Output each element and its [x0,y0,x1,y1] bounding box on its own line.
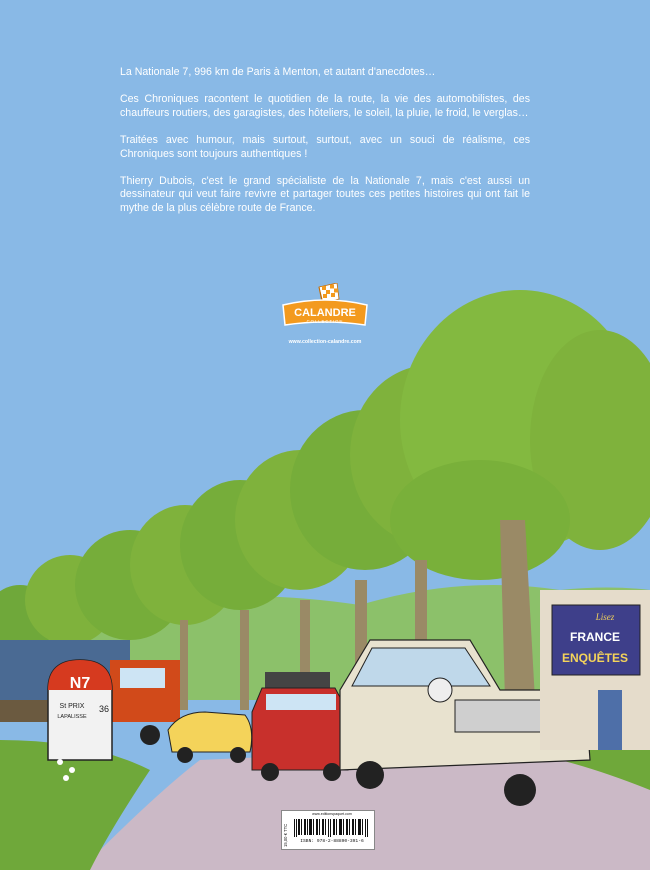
road-sign-distance: 36 [98,704,110,714]
blurb-paragraph-1: La Nationale 7, 996 km de Paris à Menton, et autant d'anecdotes… [120,66,436,78]
collection-url: www.collection-calandre.com [288,339,362,345]
poster-brand: Lisez [595,612,615,622]
blurb-paragraph-3: Traitées avec humour, mais surtout, surtout, avec un souci de réalisme, ces Chroniques sont toujours authentiques ! [120,133,530,160]
barcode-price: 15,00 € TTC [283,823,288,847]
road-sign-route: N7 [69,675,91,692]
logo-name: CALANDRE [294,307,356,319]
logo-subtitle: COLLECTION [306,319,344,324]
barcode-isbn: ISBN: 978-2-88890-391-6 [300,839,364,844]
blurb-text [120,66,530,229]
road-sign-place-2: LAPALISSE [57,714,87,720]
road-sign-place-1: St PRIX [59,703,85,710]
blurb-paragraph-4: Thierry Dubois, c'est le grand spécialiste de la Nationale 7, mais c'est aussi un dessinateur qui veut faire revivre et partager toutes ces petites histoires qui ont fait le mythe de la plus célèbre route de France. [120,174,530,214]
road-illustration [0,290,650,870]
poster [540,590,650,750]
red-car [252,672,348,781]
poster-line-2: ENQUÊTES [561,651,629,665]
poster-line-1: FRANCE [570,630,620,644]
barcode-site: www.editionspaquet.com [312,812,352,816]
barcode [281,810,375,850]
yellow-convertible [168,712,252,763]
road-sign [48,660,112,760]
barcode-bars [294,815,370,837]
blurb-paragraph-2: Ces Chroniques racontent le quotidien de la route, la vie des automobilistes, des chauffeurs routiers, des garagistes, des hôteliers, le soleil, la pluie, le froid, le verglas… [120,93,530,119]
